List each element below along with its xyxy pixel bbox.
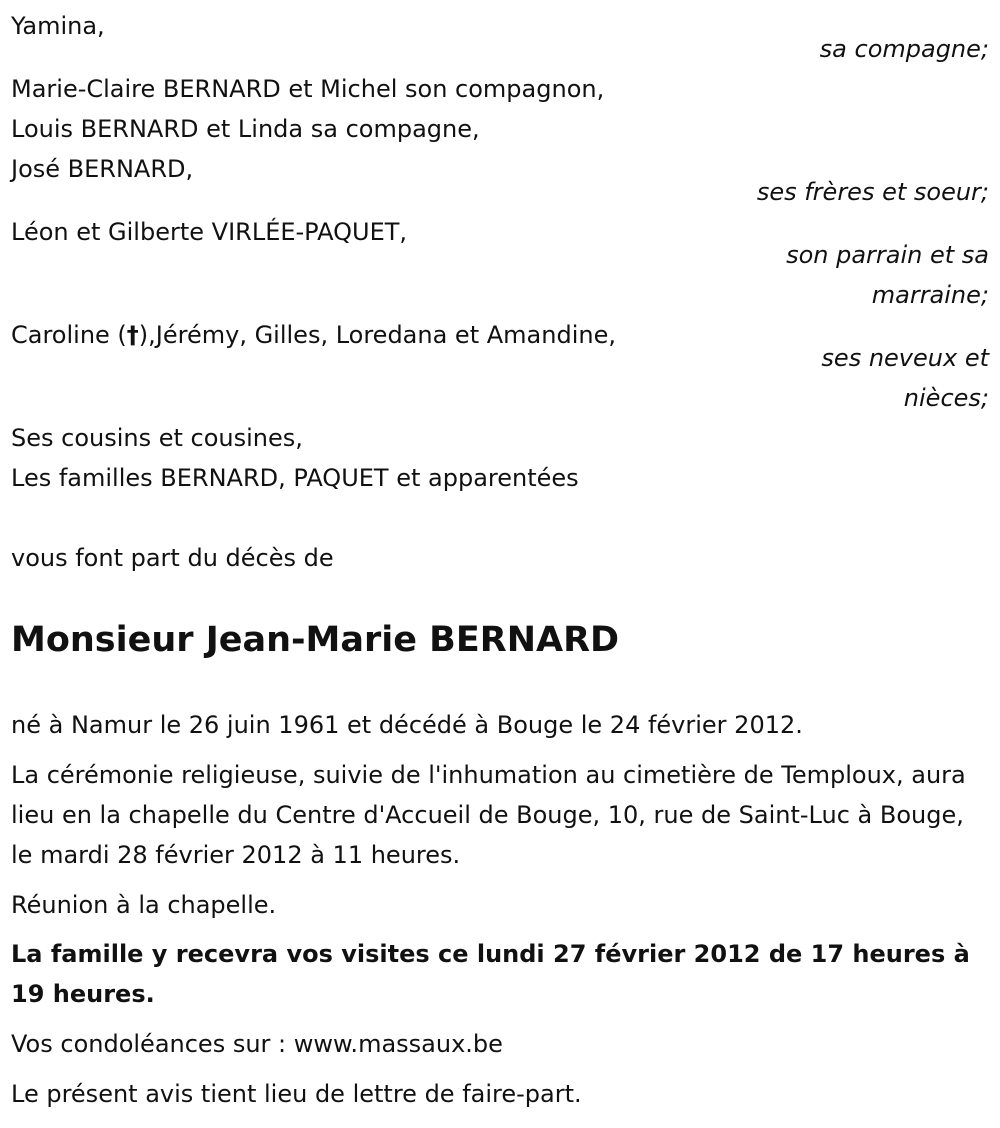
deceased-name: Monsieur Jean-Marie BERNARD (11, 620, 620, 660)
sibling-name: Louis BERNARD et Linda sa compagne, (11, 115, 480, 143)
families-line: Les familles BERNARD, PAQUET et apparentées (11, 464, 579, 492)
godparents-relation-line1: son parrain et sa (786, 241, 989, 269)
birth-death-text: né à Namur le 26 juin 1961 et décédé à Bouge le 24 février 2012. (11, 711, 803, 739)
spouse-name: Yamina, (11, 12, 105, 40)
ceremony-text: La cérémonie religieuse, suivie de l'inhumation au cimetière de Temploux, aura lieu en la chapelle du Centre d'Accueil de Bouge, 10, rue de Saint-Luc à Bouge, le mardi 28 février 2012 à 11 heures. (11, 761, 966, 869)
spouse-relation: sa compagne; (819, 35, 989, 63)
sibling-name: José BERNARD, (11, 155, 194, 183)
notice-text: Le présent avis tient lieu de lettre de faire-part. (11, 1080, 582, 1108)
condolences-text: Vos condoléances sur : www.massaux.be (11, 1030, 503, 1058)
godparents-relation-line2: marraine; (871, 281, 989, 309)
reunion-text: Réunion à la chapelle. (11, 891, 277, 919)
nephews-relation-line1: ses neveux et (821, 344, 989, 372)
godparents-name: Léon et Gilberte VIRLÉE-PAQUET, (11, 218, 408, 246)
announcement-text: vous font part du décès de (11, 544, 334, 572)
nephews-name-part: Caroline ( (11, 321, 127, 349)
nephews-names (11, 320, 616, 350)
nephews-relation-line2: nièces; (903, 384, 989, 412)
visits-text: La famille y recevra vos visites ce lundi 27 février 2012 de 17 heures à 19 heures. (11, 940, 970, 1008)
sibling-name: Marie-Claire BERNARD et Michel son compagnon, (11, 75, 605, 103)
siblings-relation: ses frères et soeur; (756, 178, 989, 206)
nephews-name-part: ),Jérémy, Gilles, Loredana et Amandine, (138, 321, 616, 349)
deceased-cross-icon: † (126, 321, 139, 349)
cousins-line: Ses cousins et cousines, (11, 424, 303, 452)
